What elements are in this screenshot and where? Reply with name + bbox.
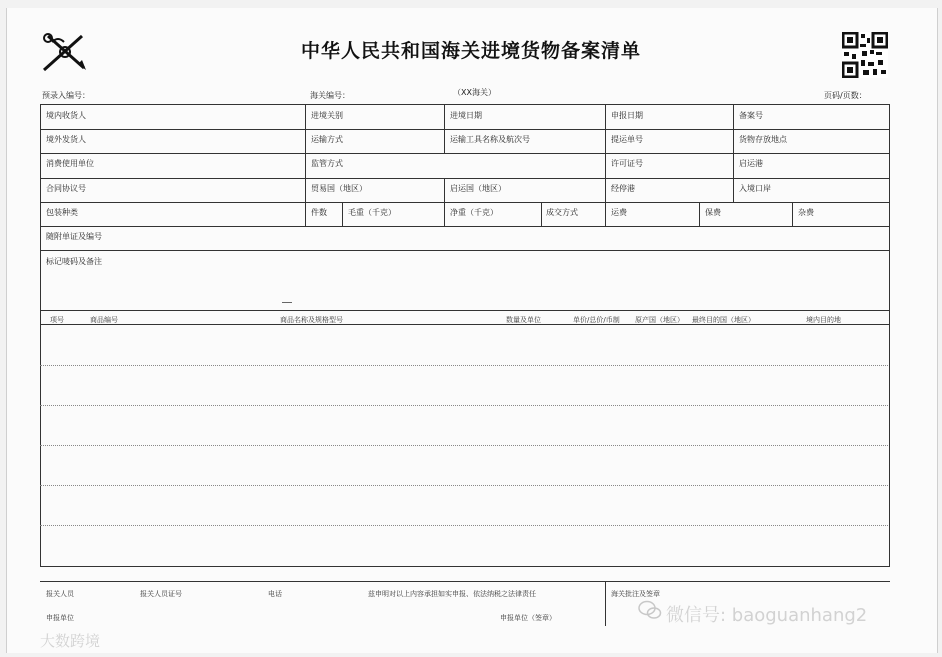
goods-domestic-header: 境内目的地 [806, 316, 841, 324]
declaration-statement: 兹申明对以上内容承担如实申报、依法纳税之法律责任 [368, 590, 536, 598]
transaction-mode-label: 成交方式 [546, 208, 578, 217]
page-count-label: 页码/页数： [824, 91, 867, 100]
overseas-consignor-label: 境外发货人 [46, 135, 86, 144]
pieces-label: 件数 [311, 208, 327, 217]
vessel-voyage-label: 运输工具名称及航次号 [450, 135, 530, 144]
declarant-label: 报关人员 [46, 590, 74, 598]
remarks-label: 标记唛码及备注 [46, 257, 102, 266]
bill-of-lading-label: 提运单号 [611, 135, 643, 144]
entry-port-label: 进境关别 [311, 111, 343, 120]
goods-origin-header: 原产国（地区） [635, 316, 684, 324]
domestic-consignee-label: 境内收货人 [46, 111, 86, 120]
goods-qty-header: 数量及单位 [506, 316, 541, 324]
consumer-unit-label: 消费使用单位 [46, 159, 94, 168]
entry-port-of-arrival-label: 入境口岸 [739, 184, 771, 193]
wechat-icon [638, 600, 662, 620]
net-weight-label: 净重（千克） [450, 208, 498, 217]
departure-port-label: 启运港 [739, 159, 763, 168]
declaring-unit-label: 申报单位 [46, 614, 74, 622]
form-table [40, 104, 890, 567]
misc-fees-label: 杂费 [798, 208, 814, 217]
insurance-label: 保费 [705, 208, 721, 217]
pre-entry-no-label: 预录入编号： [42, 91, 90, 100]
gross-weight-label: 毛重（千克） [348, 208, 396, 217]
attached-docs-label: 随附单证及编号 [46, 232, 102, 241]
departure-country-label: 启运国（地区） [450, 184, 506, 193]
wechat-watermark: 微信号: baoguanhang2 [666, 605, 868, 626]
form-title: 中华人民共和国海关进境货物备案清单 [300, 40, 641, 62]
goods-dest-header: 最终目的国（地区） [692, 316, 755, 324]
package-type-label: 包装种类 [46, 208, 78, 217]
license-no-label: 许可证号 [611, 159, 643, 168]
supervision-mode-label: 监管方式 [311, 159, 343, 168]
filing-no-label: 备案号 [739, 111, 763, 120]
customs-name: （XX海关） [453, 88, 496, 97]
entry-date-label: 进境日期 [450, 111, 482, 120]
transport-mode-label: 运输方式 [311, 135, 343, 144]
goods-code-header: 商品编号 [90, 316, 118, 324]
declaring-unit-seal-label: 申报单位（签章） [500, 614, 556, 622]
freight-label: 运费 [611, 208, 627, 217]
storage-location-label: 货物存放地点 [739, 135, 787, 144]
trade-country-label: 贸易国（地区） [311, 184, 367, 193]
contract-no-label: 合同协议号 [46, 184, 86, 193]
goods-seq-header: 项号 [50, 316, 64, 324]
goods-name-header: 商品名称及规格型号 [280, 316, 343, 324]
stopover-port-label: 经停港 [611, 184, 635, 193]
declare-date-label: 申报日期 [611, 111, 643, 120]
customs-no-label: 海关编号： [310, 91, 350, 100]
customs-approval-label: 海关批注及签章 [611, 590, 660, 598]
declarant-cert-label: 报关人员证号 [140, 590, 182, 598]
goods-price-header: 单价/总价/币制 [573, 316, 620, 324]
bottom-left-watermark: 大数跨境 [40, 632, 101, 650]
phone-label: 电话 [268, 590, 282, 598]
